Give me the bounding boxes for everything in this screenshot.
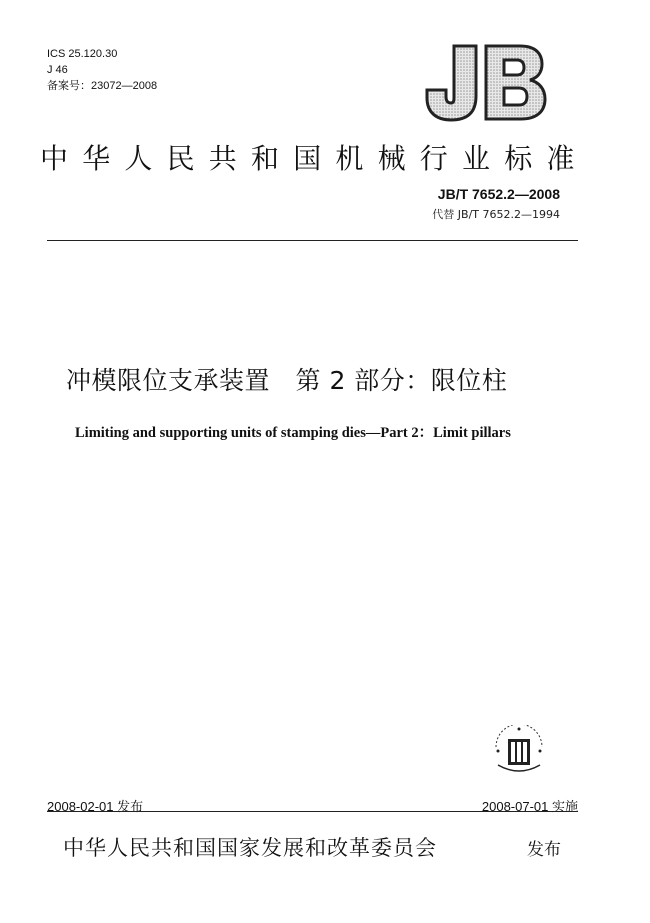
issuing-authority: 中华人民共和国国家发展和改革委员会: [63, 836, 437, 860]
bottom-divider: [47, 811, 578, 812]
document-title-cn: 冲模限位支承装置 第 2 部分：限位柱: [66, 366, 508, 395]
standard-number: JB/T 7652.2—2008: [437, 186, 560, 202]
svg-text:JB: JB: [424, 42, 425, 43]
top-divider: [47, 240, 578, 241]
publisher-emblem-icon: [490, 725, 548, 777]
document-title-en: Limiting and supporting units of stamping dies—Part 2：Limit pillars: [75, 425, 511, 441]
issuing-authority-suffix: 发布: [527, 840, 561, 860]
record-number: 备案号：23072—2008: [47, 80, 158, 92]
jb-logo: [424, 42, 548, 122]
standard-category-title: 中华人民共和国机械行业标准: [40, 142, 589, 175]
supersedes-note: 代替 JB/T 7652.2—1994: [432, 208, 560, 221]
issue-date: 2008-02-01 发布: [47, 799, 144, 814]
classification-code: J 46: [47, 64, 68, 76]
implementation-date: 2008-07-01 实施: [481, 799, 578, 814]
ics-code: ICS 25.120.30: [47, 48, 118, 60]
